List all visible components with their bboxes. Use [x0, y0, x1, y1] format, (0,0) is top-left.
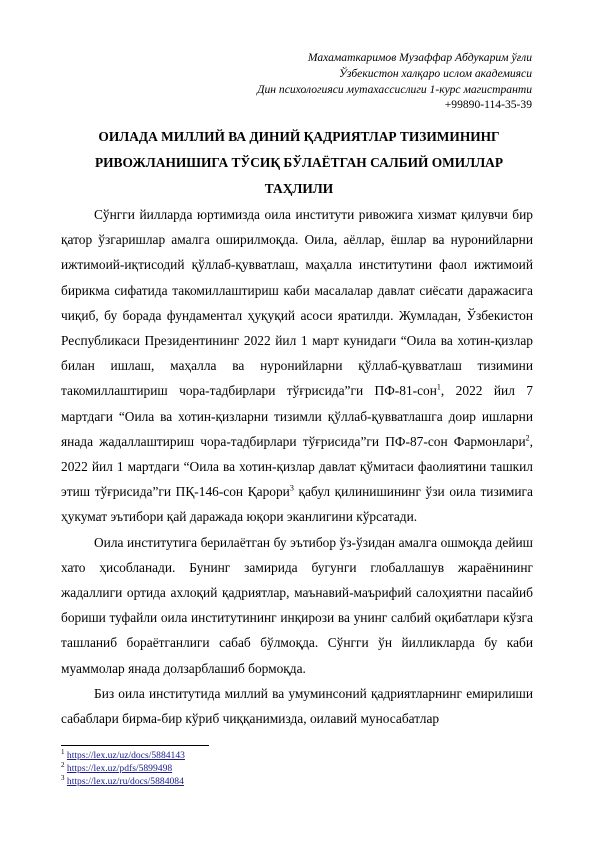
author-phone: +99890-114-35-39	[444, 98, 532, 112]
paragraph-1-part-1: Сўнгги йилларда юртимизда оила институти ривожига хизмат қилувчи бир қатор ўзгаришлар амалга оширилмоқда. Оила, аёллар, ёшлар ва нуронийларни ижтимоий-иқтисодий қўллаб-қувватлаш, маҳалла институтини фаол ижтимоий бирикма сифатида такомиллаштириш каби масалалар давлат сиёсати даражасига чиқиб, бу борада фундаментал ҳуқуқий асоси яратилди. Жумладан, Ўзбекистон Республикаси Президентининг 2022 йил 1 март кунидаги “Оила ва хотин-қизлар билан ишлаш, маҳалла ва нуронийларни қўллаб-қувватлаш тизимини такомиллаштириш чора-тадбирлари тўғрисида”ги ПФ-81-сон	[61, 207, 533, 399]
title-line-3: ТАҲЛИЛИ	[264, 181, 334, 196]
paragraph-1-part-2: , 2022 йил 7 мартдаги “Оила ва хотин-қизларни тизимли қўллаб-қувватлашга доир ишларни янада жадаллаштириш чора-тадбирлари тўғрисида”ги ПФ-87-сон Фармонлари	[61, 383, 533, 449]
paragraph-2: Оила институтига берилаётган бу эътибор ўз-ўзидан амалга ошмоқда дейиш хато ҳисобланади. Бунинг замирида бугунги глобаллашув жараёнининг жадаллиги ортида ахлоқий қадриятлар, маънавий-маърифий салоҳиятни пасайиб бориши туфайли оила институтининг инқирози ва унинг салбий оқибатлари кўзга ташланиб бораётганлиги сабаб бўлмоқда. Сўнгги ўн йилликларда бу каби муаммолар янада долзарблашиб бормоқда.	[61, 534, 533, 676]
author-position: Дин психологияси мутахассислиги 1-курс магистранти	[257, 82, 532, 96]
footnote-1-number: 1	[61, 747, 65, 756]
article-title	[60, 124, 538, 202]
paragraph-3: Биз оила институтида миллий ва умуминсоний қадриятларнинг емирилиши сабаблари бирма-бир кўриб чиққанимизда, оилавий муносабатлар	[61, 685, 533, 727]
author-name: Махаматкаримов Музаффар Абдукарим ўғли	[307, 51, 532, 64]
article-body	[61, 202, 533, 731]
paragraph-1-part-4: қабул қилинишининг ўзи оила тизимига ҳукумат эътибори қай даражада юқори эканлигини кўрсатади.	[61, 484, 533, 525]
footnote-separator	[61, 745, 209, 746]
footnote-ref-3: 3	[289, 483, 294, 493]
footnote-ref-1: 1	[436, 382, 441, 392]
author-institution: Ўзбекистон халқаро ислом академияси	[339, 66, 532, 80]
footnote-ref-2: 2	[525, 433, 530, 443]
paragraph-1-part-3: , 2022 йил 1 мартдаги “Оила ва хотин-қизлар давлат қўмитаси фаолиятини ташкил этиш тўғрисида”ги ПҚ-146-сон Қарори	[61, 433, 533, 500]
footnotes	[61, 747, 533, 788]
footnote-2-number: 2	[61, 760, 65, 769]
title-line-1: ОИЛАДА МИЛЛИЙ ВА ДИНИЙ ҚАДРИЯТЛАР ТИЗИМИНИНГ	[98, 129, 500, 144]
title-line-2: РИВОЖЛАНИШИГА ТЎСИҚ БЎЛАЁТГАН САЛБИЙ ОМИЛЛАР	[94, 155, 504, 170]
author-block	[112, 50, 532, 113]
footnote-1	[61, 747, 533, 763]
footnote-2	[61, 760, 533, 776]
footnote-3-number: 3	[61, 773, 65, 782]
paragraph-1	[61, 202, 533, 530]
footnote-3-link[interactable]: https://lex.uz/ru/docs/5884084	[66, 775, 184, 787]
footnote-1-link[interactable]: https://lex.uz/uz/docs/5884143	[66, 750, 185, 761]
footnote-3	[61, 773, 533, 789]
footnote-2-link[interactable]: https://lex.uz/pdfs/5899498	[66, 762, 173, 774]
